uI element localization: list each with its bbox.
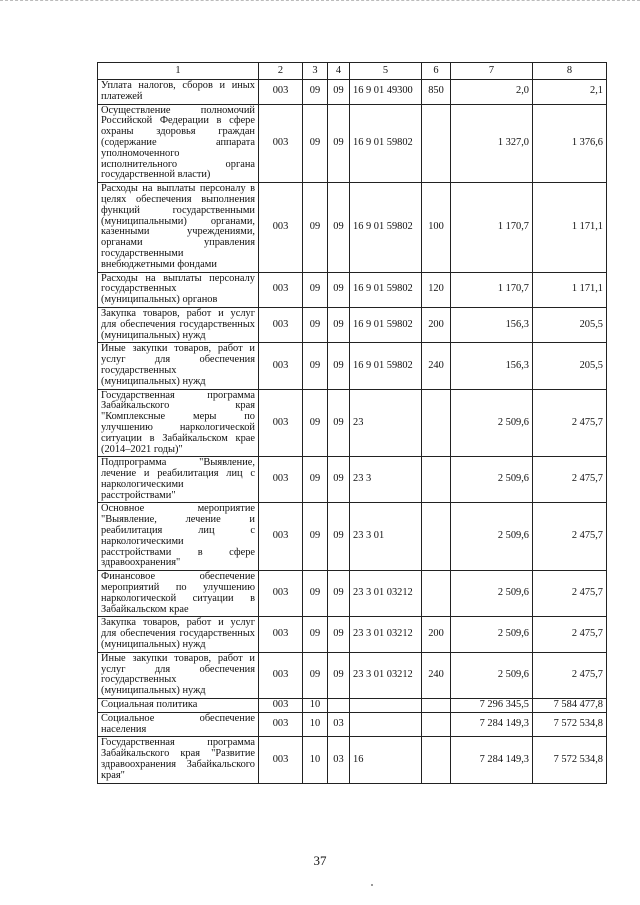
table-row bbox=[98, 457, 607, 503]
cell-target-article: 23 3 01 bbox=[350, 503, 422, 571]
cell-amount-year2: 2 475,7 bbox=[533, 389, 607, 457]
cell-section: 09 bbox=[303, 272, 328, 307]
cell-amount-year1: 2 509,6 bbox=[451, 571, 533, 617]
cell-ministry: 003 bbox=[259, 457, 303, 503]
row-name: Подпрограмма "Выявление, лечение и реабилитация лиц с наркологическими расстройствами" bbox=[98, 457, 259, 503]
table-row bbox=[98, 80, 607, 105]
row-name: Иные закупки товаров, работ и услуг для обеспечения государственных (муниципальных) нужд bbox=[98, 343, 259, 389]
cell-amount-year2: 2 475,7 bbox=[533, 652, 607, 698]
cell-ministry: 003 bbox=[259, 699, 303, 713]
cell-target-article: 23 3 bbox=[350, 457, 422, 503]
cell-subsection: 09 bbox=[328, 272, 350, 307]
table-row bbox=[98, 712, 607, 737]
header-cell: 5 bbox=[350, 63, 422, 80]
row-name: Социальное обеспечение населения bbox=[98, 712, 259, 737]
cell-expense-type bbox=[422, 104, 451, 183]
cell-target-article: 23 bbox=[350, 389, 422, 457]
row-name: Социальная политика bbox=[98, 699, 259, 713]
row-name: Закупка товаров, работ и услуг для обеспечения государственных (муниципальных) нужд bbox=[98, 307, 259, 342]
table-row bbox=[98, 617, 607, 652]
cell-expense-type: 200 bbox=[422, 617, 451, 652]
cell-expense-type bbox=[422, 503, 451, 571]
cell-expense-type bbox=[422, 457, 451, 503]
cell-section: 09 bbox=[303, 617, 328, 652]
row-name: Осуществление полномочий Российской Федерации в сфере охраны здоровья граждан (содержание аппарата уполномоченного исполнительного органа государственной власти) bbox=[98, 104, 259, 183]
cell-subsection: 09 bbox=[328, 343, 350, 389]
cell-section: 09 bbox=[303, 307, 328, 342]
cell-target-article: 16 9 01 59802 bbox=[350, 183, 422, 272]
row-name: Закупка товаров, работ и услуг для обеспечения государственных (муниципальных) нужд bbox=[98, 617, 259, 652]
cell-section: 10 bbox=[303, 699, 328, 713]
cell-amount-year1: 7 296 345,5 bbox=[451, 699, 533, 713]
cell-target-article: 23 3 01 03212 bbox=[350, 571, 422, 617]
cell-target-article: 16 9 01 59802 bbox=[350, 307, 422, 342]
header-cell: 8 bbox=[533, 63, 607, 80]
cell-amount-year1: 156,3 bbox=[451, 343, 533, 389]
cell-ministry: 003 bbox=[259, 737, 303, 783]
cell-amount-year1: 1 170,7 bbox=[451, 183, 533, 272]
cell-expense-type: 100 bbox=[422, 183, 451, 272]
cell-section: 09 bbox=[303, 652, 328, 698]
cell-expense-type: 240 bbox=[422, 343, 451, 389]
cell-amount-year1: 1 327,0 bbox=[451, 104, 533, 183]
cell-target-article: 16 9 01 59802 bbox=[350, 104, 422, 183]
budget-table bbox=[97, 62, 607, 784]
cell-amount-year2: 7 572 534,8 bbox=[533, 712, 607, 737]
cell-ministry: 003 bbox=[259, 183, 303, 272]
cell-section: 09 bbox=[303, 80, 328, 105]
cell-section: 09 bbox=[303, 183, 328, 272]
cell-target-article: 23 3 01 03212 bbox=[350, 652, 422, 698]
cell-amount-year2: 205,5 bbox=[533, 343, 607, 389]
cell-amount-year2: 2 475,7 bbox=[533, 503, 607, 571]
table-row bbox=[98, 737, 607, 783]
cell-section: 09 bbox=[303, 343, 328, 389]
cell-expense-type bbox=[422, 571, 451, 617]
cell-subsection: 09 bbox=[328, 80, 350, 105]
cell-expense-type: 240 bbox=[422, 652, 451, 698]
cell-amount-year2: 1 376,6 bbox=[533, 104, 607, 183]
cell-amount-year1: 2 509,6 bbox=[451, 389, 533, 457]
table-row bbox=[98, 104, 607, 183]
cell-section: 10 bbox=[303, 712, 328, 737]
cell-amount-year2: 7 584 477,8 bbox=[533, 699, 607, 713]
cell-section: 09 bbox=[303, 389, 328, 457]
cell-subsection: 09 bbox=[328, 457, 350, 503]
cell-subsection: 09 bbox=[328, 617, 350, 652]
table-row bbox=[98, 389, 607, 457]
cell-subsection: 09 bbox=[328, 503, 350, 571]
cell-subsection: 03 bbox=[328, 712, 350, 737]
cell-subsection: 09 bbox=[328, 389, 350, 457]
cell-subsection: 09 bbox=[328, 104, 350, 183]
cell-target-article bbox=[350, 699, 422, 713]
table-row bbox=[98, 652, 607, 698]
cell-section: 09 bbox=[303, 571, 328, 617]
cell-subsection: 09 bbox=[328, 571, 350, 617]
header-cell: 1 bbox=[98, 63, 259, 80]
page-number: 37 bbox=[313, 853, 327, 868]
cell-expense-type bbox=[422, 737, 451, 783]
cell-expense-type: 200 bbox=[422, 307, 451, 342]
cell-ministry: 003 bbox=[259, 272, 303, 307]
cell-ministry: 003 bbox=[259, 712, 303, 737]
row-name: Расходы на выплаты персоналу государственных (муниципальных) органов bbox=[98, 272, 259, 307]
cell-expense-type bbox=[422, 389, 451, 457]
cell-amount-year2: 1 171,1 bbox=[533, 183, 607, 272]
cell-target-article: 16 bbox=[350, 737, 422, 783]
cell-amount-year1: 2 509,6 bbox=[451, 457, 533, 503]
cell-target-article: 16 9 01 49300 bbox=[350, 80, 422, 105]
cell-amount-year1: 156,3 bbox=[451, 307, 533, 342]
cell-ministry: 003 bbox=[259, 389, 303, 457]
table-row bbox=[98, 503, 607, 571]
header-cell: 6 bbox=[422, 63, 451, 80]
row-name: Финансовое обеспечение мероприятий по улучшению наркологической ситуации в Забайкальском крае bbox=[98, 571, 259, 617]
cell-ministry: 003 bbox=[259, 652, 303, 698]
row-name: Иные закупки товаров, работ и услуг для обеспечения государственных (муниципальных) нужд bbox=[98, 652, 259, 698]
table-row bbox=[98, 343, 607, 389]
cell-amount-year2: 205,5 bbox=[533, 307, 607, 342]
cell-amount-year2: 1 171,1 bbox=[533, 272, 607, 307]
row-name: Уплата налогов, сборов и иных платежей bbox=[98, 80, 259, 105]
cell-amount-year2: 2 475,7 bbox=[533, 617, 607, 652]
row-name: Расходы на выплаты персоналу в целях обеспечения выполнения функций государственными (муниципальными) органами, казенными учреждениями, органами управления государственными внебюджетными фондами bbox=[98, 183, 259, 272]
cell-expense-type: 120 bbox=[422, 272, 451, 307]
cell-ministry: 003 bbox=[259, 307, 303, 342]
header-row bbox=[98, 63, 607, 80]
cell-section: 09 bbox=[303, 104, 328, 183]
cell-ministry: 003 bbox=[259, 617, 303, 652]
table-row bbox=[98, 183, 607, 272]
cell-subsection: 03 bbox=[328, 737, 350, 783]
top-scan-edge bbox=[0, 0, 640, 4]
scan-speck bbox=[371, 884, 373, 886]
cell-amount-year1: 2 509,6 bbox=[451, 503, 533, 571]
cell-target-article: 16 9 01 59802 bbox=[350, 343, 422, 389]
cell-amount-year2: 7 572 534,8 bbox=[533, 737, 607, 783]
cell-ministry: 003 bbox=[259, 571, 303, 617]
cell-amount-year1: 2,0 bbox=[451, 80, 533, 105]
cell-amount-year2: 2,1 bbox=[533, 80, 607, 105]
header-cell: 3 bbox=[303, 63, 328, 80]
row-name: Основное мероприятие "Выявление, лечение и реабилитация лиц с наркологическими расстройствами в сфере здравоохранения" bbox=[98, 503, 259, 571]
table-body bbox=[98, 80, 607, 784]
row-name: Государственная программа Забайкальского края "Развитие здравоохранения Забайкальского края" bbox=[98, 737, 259, 783]
cell-target-article: 16 9 01 59802 bbox=[350, 272, 422, 307]
cell-section: 09 bbox=[303, 503, 328, 571]
cell-subsection: 09 bbox=[328, 307, 350, 342]
table-row bbox=[98, 272, 607, 307]
cell-amount-year2: 2 475,7 bbox=[533, 457, 607, 503]
cell-target-article bbox=[350, 712, 422, 737]
cell-ministry: 003 bbox=[259, 80, 303, 105]
cell-ministry: 003 bbox=[259, 343, 303, 389]
cell-section: 10 bbox=[303, 737, 328, 783]
cell-section: 09 bbox=[303, 457, 328, 503]
cell-subsection: 09 bbox=[328, 652, 350, 698]
cell-ministry: 003 bbox=[259, 104, 303, 183]
cell-amount-year1: 2 509,6 bbox=[451, 652, 533, 698]
cell-target-article: 23 3 01 03212 bbox=[350, 617, 422, 652]
cell-amount-year2: 2 475,7 bbox=[533, 571, 607, 617]
cell-subsection: 09 bbox=[328, 183, 350, 272]
cell-expense-type bbox=[422, 712, 451, 737]
table-row bbox=[98, 699, 607, 713]
cell-amount-year1: 2 509,6 bbox=[451, 617, 533, 652]
header-cell: 7 bbox=[451, 63, 533, 80]
cell-amount-year1: 7 284 149,3 bbox=[451, 737, 533, 783]
table-row bbox=[98, 307, 607, 342]
cell-subsection bbox=[328, 699, 350, 713]
header-cell: 4 bbox=[328, 63, 350, 80]
cell-expense-type: 850 bbox=[422, 80, 451, 105]
cell-amount-year1: 7 284 149,3 bbox=[451, 712, 533, 737]
cell-ministry: 003 bbox=[259, 503, 303, 571]
table-row bbox=[98, 571, 607, 617]
row-name: Государственная программа Забайкальского края "Комплексные меры по улучшению наркологической ситуации в Забайкальском крае (2014–2021 годы)" bbox=[98, 389, 259, 457]
header-cell: 2 bbox=[259, 63, 303, 80]
cell-amount-year1: 1 170,7 bbox=[451, 272, 533, 307]
cell-expense-type bbox=[422, 699, 451, 713]
